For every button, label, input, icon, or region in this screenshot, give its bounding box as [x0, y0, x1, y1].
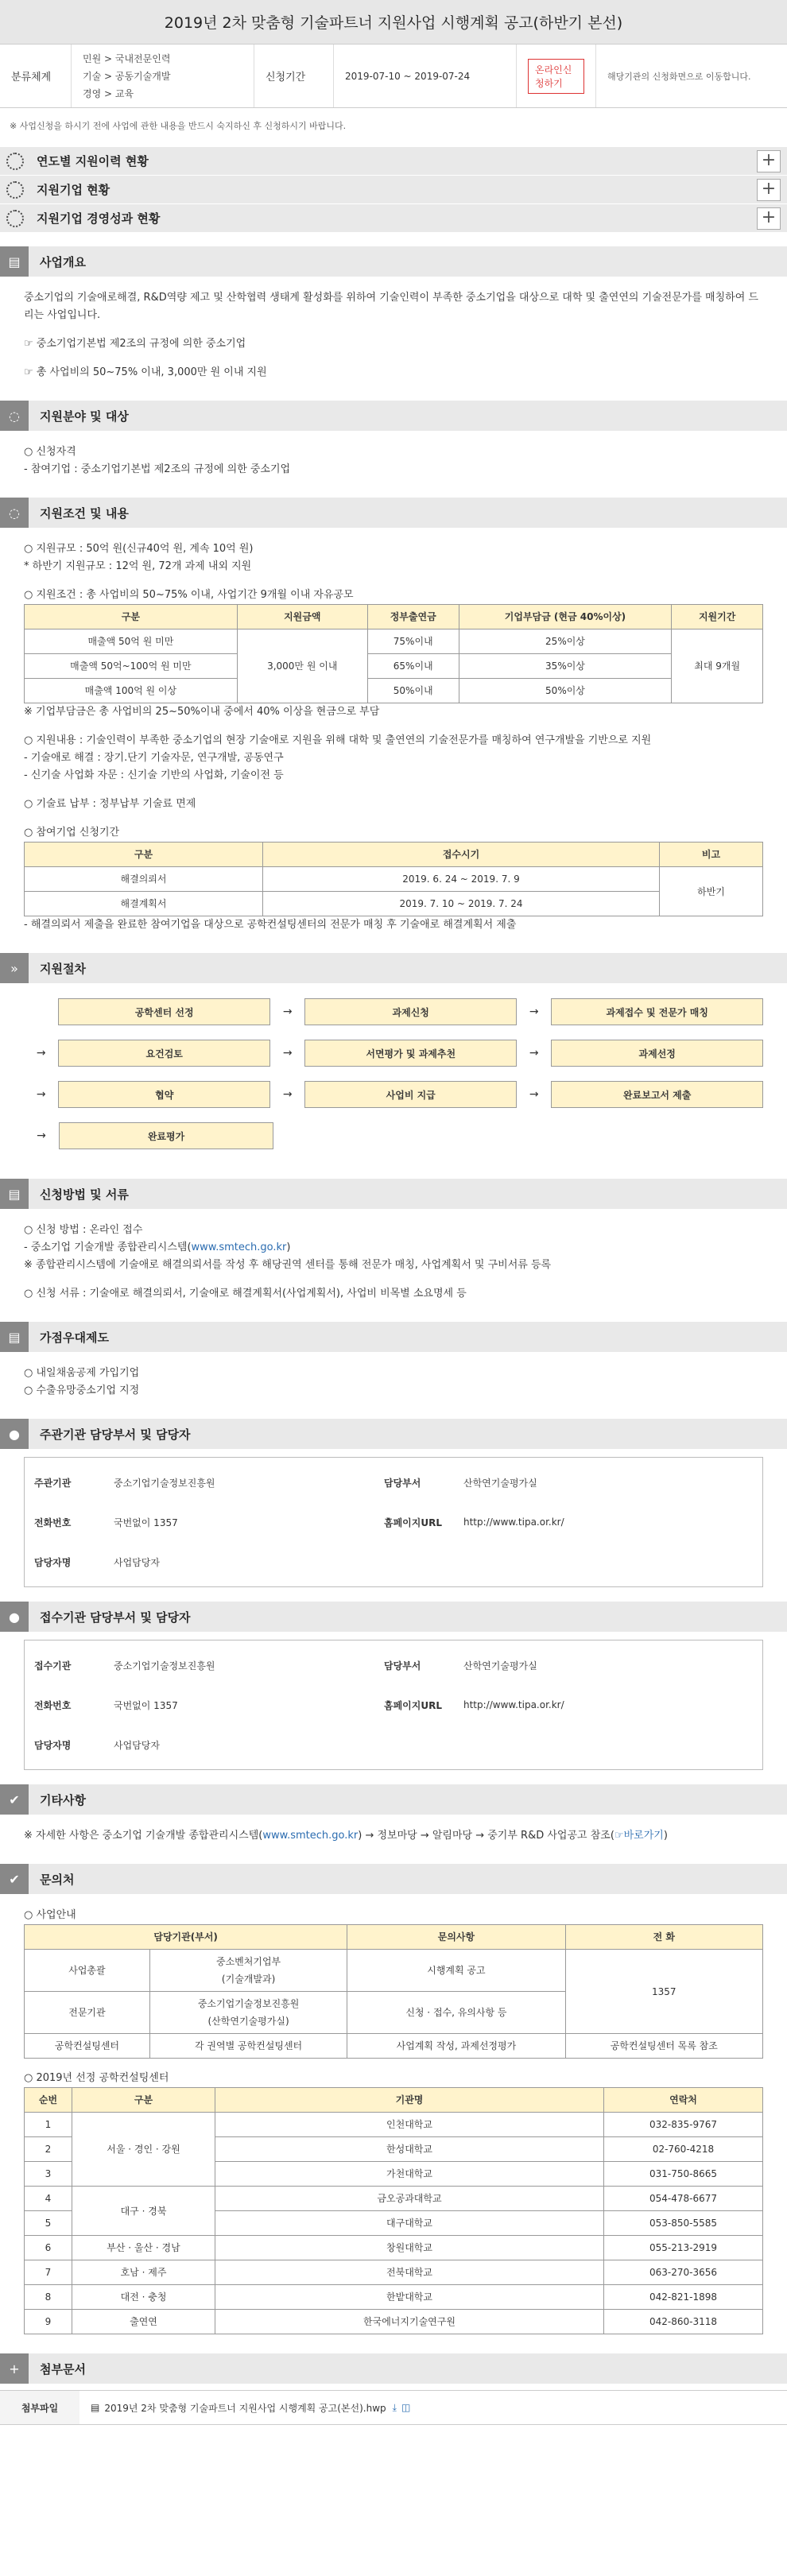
step-box: 요건검토 [58, 1040, 270, 1067]
spinner-icon [6, 153, 24, 170]
cond-text: - 해결의뢰서 제출을 완료한 참여기업을 대상으로 공학컨설팅센터의 전문가 매칭 후 기술애로 해결계획서 제출 [24, 919, 517, 931]
arrow-icon: → [282, 1005, 293, 1018]
table-cell: 25%이상 [459, 629, 672, 654]
support-table [24, 604, 763, 703]
table-cell: 사업총괄 [25, 1950, 150, 1992]
table-cell: 1 [25, 2113, 72, 2137]
apply-text: ○ 신청 서류 : 기술애로 해결의뢰서, 기술애로 해결계획서(사업계획서), 사업비 비목별 소요명세 등 [24, 1288, 467, 1300]
step-box: 과제접수 및 전문가 매칭 [551, 998, 763, 1025]
section-field [0, 401, 787, 431]
table-cell: 해결의뢰서 [25, 867, 263, 892]
homepage-link[interactable]: http://www.tipa.or.kr/ [463, 1699, 564, 1710]
info-value: 국번없이 1357 [114, 1517, 178, 1528]
section-title: 사업개요 [40, 254, 86, 269]
table-cell: 053-850-5585 [604, 2211, 763, 2236]
smtech-link[interactable]: www.smtech.go.kr [262, 1830, 359, 1842]
section-title: 주관기관 담당부서 및 담당자 [40, 1427, 191, 1442]
bonus-text: ○ 내일채움공제 가입기업 [24, 1367, 140, 1379]
cond-text: ※ 기업부담금은 총 사업비의 25~50%이내 중에서 40% 이상을 현금으로 부담 [24, 706, 380, 718]
section-title: 첨부문서 [40, 2361, 86, 2377]
table-cell: 3,000만 원 이내 [237, 629, 367, 703]
info-value: 사업담당자 [114, 1556, 160, 1568]
period-value: 2019-07-10 ~ 2019-07-24 [334, 45, 517, 107]
attachment-link[interactable]: 2019년 2차 맞춤형 기술파트너 지원사업 시행계획 공고(본선).hwp [104, 2402, 386, 2414]
info-key: 홈페이지URL [384, 1517, 442, 1528]
info-key: 담당자명 [34, 1739, 72, 1751]
cond-text: ○ 지원규모 : 50억 원(신규40억 원, 계속 10억 원) [24, 543, 254, 555]
plus-icon: + [0, 2353, 29, 2384]
page-title: 2019년 2차 맞춤형 기술파트너 지원사업 시행계획 공고(하반기 본선) [0, 0, 787, 45]
section-host [0, 1419, 787, 1449]
accordion-companies[interactable] [0, 175, 787, 203]
field-text: - 참여기업 : 중소기업기본법 제2조의 규정에 의한 중소기업 [24, 463, 291, 475]
table-cell: 대전 · 충청 [72, 2285, 215, 2310]
table-cell: 매출액 50억 원 미만 [25, 629, 238, 654]
category-values [72, 45, 254, 107]
download-icon[interactable]: ⤓ [392, 2401, 397, 2413]
table-header: 순번 [25, 2088, 72, 2113]
etc-text: ) → 정보마당 → 알림마당 → 중기부 R&D 사업공고 참조( [358, 1830, 614, 1842]
table-cell: 출연연 [72, 2310, 215, 2334]
arrow-icon: → [282, 1047, 293, 1059]
table-header: 전 화 [565, 1925, 762, 1950]
table-cell: 7 [25, 2260, 72, 2285]
table-cell: 50%이상 [459, 679, 672, 703]
table-cell: 4 [25, 2187, 72, 2211]
arrow-icon: → [529, 1088, 539, 1101]
expand-plus-icon[interactable]: + [757, 150, 781, 172]
table-cell: 063-270-3656 [604, 2260, 763, 2285]
spinner-icon [6, 210, 24, 227]
info-value: 중소기업기술정보진흥원 [114, 1477, 215, 1489]
table-header: 기관명 [215, 2088, 604, 2113]
section-conditions [0, 498, 787, 528]
document-icon: ▤ [0, 246, 29, 277]
step-box: 협약 [58, 1081, 270, 1108]
section-etc [0, 1784, 787, 1815]
bonus-text: ○ 수출유망중소기업 지정 [24, 1385, 140, 1396]
table-cell: 대구 · 경북 [72, 2187, 215, 2236]
document-icon: ▤ [0, 1179, 29, 1209]
table-cell: 서울 · 경인 · 강원 [72, 2113, 215, 2187]
table-header: 구분 [72, 2088, 215, 2113]
spinner-icon [6, 181, 24, 199]
arrow-icon: → [282, 1088, 293, 1101]
spinner-icon: ◌ [0, 401, 29, 431]
center-table [24, 2087, 763, 2334]
table-cell: 인천대학교 [215, 2113, 604, 2137]
info-value: 국번없이 1357 [114, 1699, 178, 1711]
info-value: 사업담당자 [114, 1739, 160, 1751]
table-cell: 최대 9개월 [672, 629, 763, 703]
table-cell: 35%이상 [459, 654, 672, 679]
document-icon: ▤ [0, 1322, 29, 1352]
table-header: 비고 [660, 843, 763, 867]
receiver-info [24, 1640, 763, 1770]
expand-plus-icon[interactable]: + [757, 207, 781, 230]
table-cell: 02-760-4218 [604, 2137, 763, 2162]
info-value: 중소기업기술정보진흥원 [114, 1660, 215, 1671]
table-cell: 신청 · 접수, 유의사항 등 [347, 1992, 565, 2034]
table-cell: 부산 · 울산 · 경남 [72, 2236, 215, 2260]
section-bonus [0, 1322, 787, 1352]
section-overview [0, 246, 787, 277]
table-cell: 6 [25, 2236, 72, 2260]
table-header: 연락처 [604, 2088, 763, 2113]
table-cell: 각 권역별 공학컨설팅센터 [149, 2034, 347, 2059]
info-key: 홈페이지URL [384, 1699, 442, 1711]
section-title: 기타사항 [40, 1792, 86, 1807]
contact-table [24, 1924, 763, 2059]
section-title: 접수기관 담당부서 및 담당자 [40, 1610, 191, 1625]
table-cell: 매출액 50억~100억 원 미만 [25, 654, 238, 679]
table-cell: 50%이내 [367, 679, 459, 703]
step-box: 과제선정 [551, 1040, 763, 1067]
table-cell: 전문기관 [25, 1992, 150, 2034]
step-box: 완료평가 [59, 1122, 273, 1149]
step-box: 공학센터 선정 [58, 998, 270, 1025]
table-header: 지원금액 [237, 605, 367, 629]
table-cell: 2019. 7. 10 ~ 2019. 7. 24 [263, 892, 660, 916]
table-cell: 금오공과대학교 [215, 2187, 604, 2211]
fast-forward-icon: » [0, 953, 29, 983]
overview-text: ☞ 중소기업기본법 제2조의 규정에 의한 중소기업 [24, 338, 246, 350]
section-title: 문의처 [40, 1872, 75, 1887]
category-item: 민원 > 국내전문인력 [83, 52, 171, 64]
host-info [24, 1457, 763, 1587]
table-cell: 054-478-6677 [604, 2187, 763, 2211]
check-icon: ✔ [0, 1864, 29, 1894]
accordion-label: 지원기업 현황 [37, 183, 110, 197]
table-cell: 031-750-8665 [604, 2162, 763, 2187]
check-icon: ✔ [0, 1784, 29, 1815]
notice-text: ※ 사업신청을 하시기 전에 사업에 관한 내용을 반드시 숙지하신 후 신청하시기 바랍니다. [10, 121, 347, 131]
apply-text: - 중소기업 기술개발 종합관리시스템( [24, 1242, 192, 1253]
section-attachment [0, 2353, 787, 2384]
section-title: 지원분야 및 대상 [40, 409, 129, 424]
procedure-flow [0, 983, 787, 1164]
accordion-performance[interactable] [0, 203, 787, 232]
table-cell: 한국에너지기술연구원 [215, 2310, 604, 2334]
table-header: 담당기관(부서) [25, 1925, 347, 1950]
cond-text: - 신기술 사업화 자문 : 신기술 기반의 사업화, 기술이전 등 [24, 769, 284, 781]
table-cell: 9 [25, 2310, 72, 2334]
apply-note: 해당기관의 신청화면으로 이동합니다. [607, 71, 751, 82]
table-cell: 055-213-2919 [604, 2236, 763, 2260]
table-cell: 공학컨설팅센터 목록 참조 [565, 2034, 762, 2059]
table-cell: 대구대학교 [215, 2211, 604, 2236]
info-key: 주관기관 [34, 1477, 72, 1489]
table-cell: 가천대학교 [215, 2162, 604, 2187]
category-item: 경영 > 교육 [83, 87, 134, 99]
cond-text: ○ 지원내용 : 기술인력이 부족한 중소기업의 현장 기술애로 지원을 위해 대학 및 출연연의 기술전문가를 매칭하여 연구개발을 기반으로 지원 [24, 734, 652, 746]
section-contact [0, 1864, 787, 1894]
section-receiver [0, 1602, 787, 1632]
table-cell: 한밭대학교 [215, 2285, 604, 2310]
apply-text: ※ 종합관리시스템에 기술애로 해결의뢰서를 작성 후 해당권역 센터를 통해 전문가 매칭, 사업계획서 및 구비서류 등록 [24, 1259, 552, 1271]
cond-text: - 기술애로 해결 : 장기.단기 기술자문, 연구개발, 공동연구 [24, 752, 284, 764]
overview-text: 중소기업의 기술애로해결, R&D역량 제고 및 산학협력 생태계 활성화를 위하여 기술인력이 부족한 중소기업을 대상으로 대학 및 출연연의 기술전문가를 매칭하여 드리는 사업입니다. [24, 292, 758, 321]
section-title: 가점우대제도 [40, 1330, 109, 1345]
table-cell: 창원대학교 [215, 2236, 604, 2260]
info-key: 담당부서 [384, 1477, 421, 1489]
contact-text: ○ 사업안내 [24, 1909, 76, 1921]
table-cell: 032-835-9767 [604, 2113, 763, 2137]
table-header: 접수시기 [263, 843, 660, 867]
table-cell: 75%이내 [367, 629, 459, 654]
cond-text: * 하반기 지원규모 : 12억 원, 72개 과제 내외 지원 [24, 560, 252, 572]
period-label: 신청기간 [254, 45, 334, 107]
table-cell: 전북대학교 [215, 2260, 604, 2285]
info-value: 산학연기술평가실 [463, 1660, 537, 1671]
accordion-label: 지원기업 경영성과 현황 [37, 211, 161, 226]
table-cell: 2019. 6. 24 ~ 2019. 7. 9 [263, 867, 660, 892]
info-key: 전화번호 [34, 1517, 72, 1528]
accordion-label: 연도별 지원이력 현황 [37, 154, 149, 169]
step-box: 서면평가 및 과제추천 [304, 1040, 517, 1067]
person-icon: ● [0, 1602, 29, 1632]
file-icon: ▤ [91, 2402, 100, 2413]
field-text: ○ 신청자격 [24, 446, 76, 458]
section-apply [0, 1179, 787, 1209]
accordion-history[interactable] [0, 146, 787, 175]
contact-text: ○ 2019년 선정 공학컨설팅센터 [24, 2072, 169, 2084]
info-key: 담당부서 [384, 1660, 421, 1671]
arrow-icon: → [529, 1005, 539, 1018]
arrow-icon: → [529, 1047, 539, 1059]
application-period-table [24, 842, 763, 916]
table-header: 지원기간 [672, 605, 763, 629]
table-cell: 해결계획서 [25, 892, 263, 916]
table-header: 구분 [25, 843, 263, 867]
attachment-label: 첨부파일 [0, 2391, 79, 2424]
online-apply-button[interactable]: 온라인신청하기 [528, 59, 584, 94]
table-cell: 한성대학교 [215, 2137, 604, 2162]
table-header: 문의사항 [347, 1925, 565, 1950]
cond-text: ○ 참여기업 신청기간 [24, 827, 120, 839]
table-cell: 042-821-1898 [604, 2285, 763, 2310]
spinner-icon: ◌ [0, 498, 29, 528]
shortcut-link[interactable]: ☞바로가기 [614, 1830, 664, 1842]
table-cell: 3 [25, 2162, 72, 2187]
cond-text: ○ 기술료 납부 : 정부납부 기술료 면제 [24, 798, 196, 810]
homepage-link[interactable]: http://www.tipa.or.kr/ [463, 1517, 564, 1528]
info-key: 담당자명 [34, 1556, 72, 1568]
table-cell: 하반기 [660, 867, 763, 916]
section-title: 지원조건 및 내용 [40, 506, 129, 521]
table-cell: 65%이내 [367, 654, 459, 679]
info-key: 접수기관 [34, 1660, 72, 1671]
table-header: 기업부담금 (현금 40%이상) [459, 605, 672, 629]
info-value: 산학연기술평가실 [463, 1477, 537, 1489]
attachment-row [0, 2390, 787, 2425]
section-title: 지원절차 [40, 961, 86, 976]
meta-bar [0, 45, 787, 108]
category-label: 분류체계 [0, 45, 72, 107]
etc-text: ) [663, 1830, 668, 1842]
table-cell: 8 [25, 2285, 72, 2310]
expand-plus-icon[interactable]: + [757, 179, 781, 201]
category-item: 기술 > 공동기술개발 [83, 70, 171, 82]
table-cell: 호남 · 제주 [72, 2260, 215, 2285]
arrow-icon: → [36, 1088, 46, 1101]
table-cell: 중소기업기술정보진흥원 (산학연기술평가실) [149, 1992, 347, 2034]
apply-text: ) [286, 1242, 291, 1253]
table-header: 정부출연금 [367, 605, 459, 629]
cond-text: ○ 지원조건 : 총 사업비의 50~75% 이내, 사업기간 9개월 이내 자유공모 [24, 589, 354, 601]
table-header: 구분 [25, 605, 238, 629]
preview-icon[interactable]: ◫ [401, 2402, 411, 2413]
section-title: 신청방법 및 서류 [40, 1187, 129, 1202]
table-cell: 1357 [565, 1950, 762, 2034]
person-icon: ● [0, 1419, 29, 1449]
arrow-icon: → [36, 1047, 46, 1059]
apply-text: ○ 신청 방법 : 온라인 접수 [24, 1224, 143, 1236]
table-cell: 시행계획 공고 [347, 1950, 565, 1992]
etc-text: ※ 자세한 사항은 중소기업 기술개발 종합관리시스템( [24, 1830, 263, 1842]
overview-text: ☞ 총 사업비의 50~75% 이내, 3,000만 원 이내 지원 [24, 366, 267, 378]
table-cell: 중소벤처기업부 (기술개발과) [149, 1950, 347, 1992]
section-procedure [0, 953, 787, 983]
step-box: 사업비 지급 [304, 1081, 517, 1108]
table-cell: 5 [25, 2211, 72, 2236]
table-cell: 2 [25, 2137, 72, 2162]
arrow-icon: → [37, 1129, 46, 1142]
info-key: 전화번호 [34, 1699, 72, 1711]
smtech-link[interactable]: www.smtech.go.kr [191, 1242, 287, 1253]
table-cell: 공학컨설팅센터 [25, 2034, 150, 2059]
table-cell: 042-860-3118 [604, 2310, 763, 2334]
step-box: 과제신청 [304, 998, 517, 1025]
step-box: 완료보고서 제출 [551, 1081, 763, 1108]
table-cell: 사업계획 작성, 과제선정평가 [347, 2034, 565, 2059]
table-cell: 매출액 100억 원 이상 [25, 679, 238, 703]
